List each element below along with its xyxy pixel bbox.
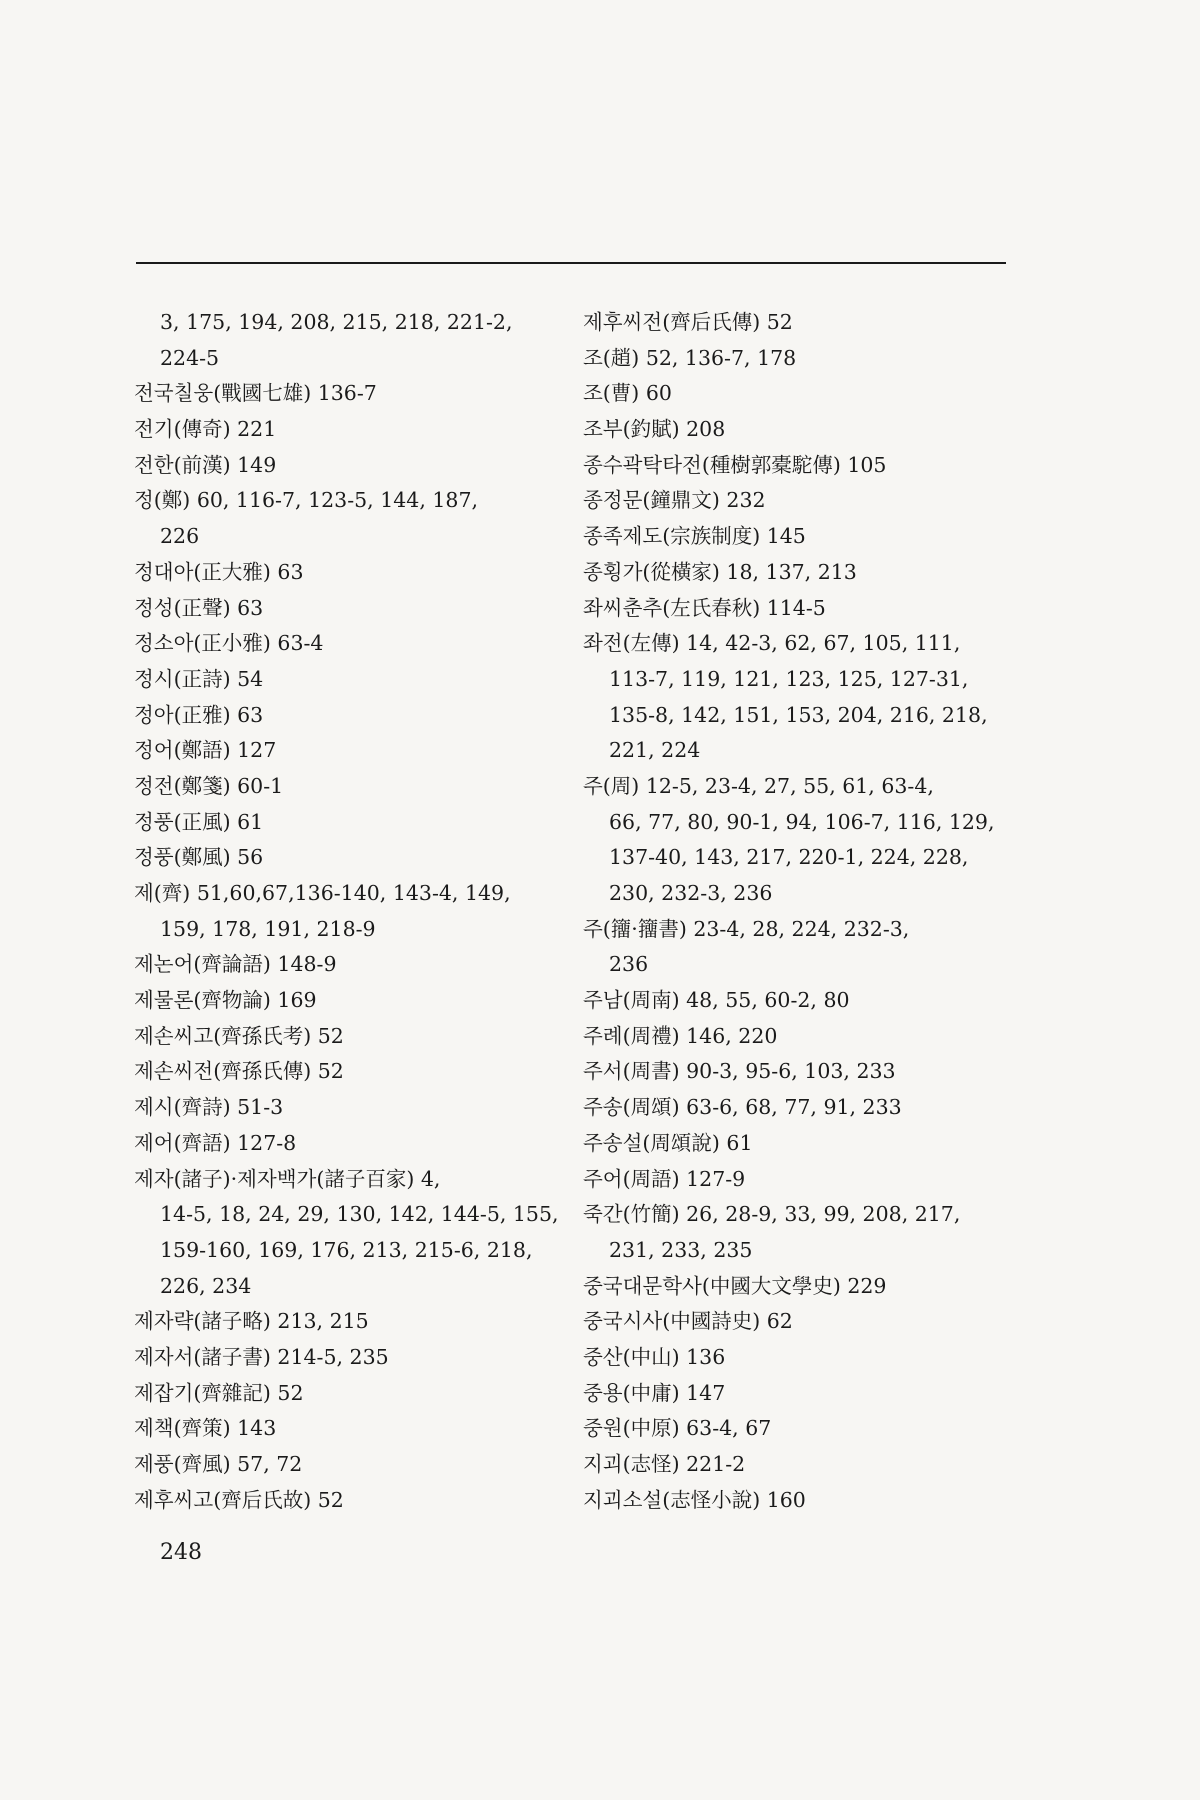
index-entry: 정대아(正大雅) 63 [134,559,304,584]
index-entry: 조(趙) 52, 136-7, 178 [583,345,797,370]
index-entry: 종횡가(從橫家) 18, 137, 213 [583,559,857,584]
index-entry-continuation: 66, 77, 80, 90-1, 94, 106-7, 116, 129, [609,809,995,834]
index-entry: 전한(前漢) 149 [134,452,277,477]
index-entry: 정성(正聲) 63 [134,595,264,620]
index-entry: 지괴소설(志怪小說) 160 [583,1487,806,1512]
index-entry: 조부(釣賦) 208 [583,417,726,442]
index-entry: 정풍(正風) 61 [134,809,264,834]
index-entry: 종정문(鐘鼎文) 232 [583,488,766,513]
index-entry: 제후씨고(齊后氏故) 52 [134,1487,344,1512]
index-entry: 주(籒·籒書) 23-4, 28, 224, 232-3, [583,916,910,941]
index-entry: 주송설(周頌說) 61 [583,1130,753,1155]
index-entry: 제시(齊詩) 51-3 [134,1095,284,1120]
index-entry: 지괴(志怪) 221-2 [583,1452,746,1476]
index-entry: 제책(齊策) 143 [134,1416,277,1441]
index-entry: 제잡기(齊雜記) 52 [134,1380,304,1405]
index-column-right [583,305,1023,1518]
index-entry: 제자략(諸子略) 213, 215 [134,1309,369,1334]
index-entry-continuation: 135-8, 142, 151, 153, 204, 216, 218, [609,702,988,727]
index-column-left [134,305,574,1518]
index-entry: 정(鄭) 60, 116-7, 123-5, 144, 187, [134,488,478,513]
index-entry-continuation: 159-160, 169, 176, 213, 215-6, 218, [160,1237,533,1262]
index-entry: 정소아(正小雅) 63-4 [134,631,324,656]
index-entry: 정어(鄭語) 127 [134,738,277,763]
index-entry: 중국시사(中國詩史) 62 [583,1309,793,1334]
index-entry: 좌씨춘추(左氏春秋) 114-5 [583,595,826,620]
index-entry: 중원(中原) 63-4, 67 [583,1416,772,1441]
index-entry: 제손씨전(齊孫氏傳) 52 [134,1059,344,1084]
index-entry: 주남(周南) 48, 55, 60-2, 80 [583,988,850,1013]
index-entry: 제논어(齊論語) 148-9 [134,952,337,977]
index-entry-continuation: 236 [609,952,649,977]
index-entry: 주(周) 12-5, 23-4, 27, 55, 61, 63-4, [583,773,934,798]
index-entry-continuation: 230, 232-3, 236 [609,881,773,905]
index-entry: 제자(諸子)·제자백가(諸子百家) 4, [134,1166,441,1191]
index-entry-continuation: 226, 234 [160,1273,252,1298]
index-entry: 제어(齊語) 127-8 [134,1130,297,1155]
index-entry: 중산(中山) 136 [583,1344,726,1369]
index-entry: 종수곽탁타전(種樹郭橐駝傳) 105 [583,452,887,477]
index-entry-continuation: 221, 224 [609,738,701,763]
index-entry: 제풍(齊風) 57, 72 [134,1452,303,1476]
index-entry: 전국칠웅(戰國七雄) 136-7 [134,381,377,406]
index-entry: 제후씨전(齊后氏傳) 52 [583,310,793,334]
index-entry-continuation: 226 [160,524,200,549]
index-entry: 중용(中庸) 147 [583,1380,726,1405]
index-entry: 조(曹) 60 [583,381,672,406]
index-entry: 중국대문학사(中國大文學史) 229 [583,1273,887,1298]
index-entry: 정아(正雅) 63 [134,702,264,727]
index-entry-continuation: 113-7, 119, 121, 123, 125, 127-31, [609,666,969,691]
index-entry-continuation: 224-5 [160,345,220,370]
header-rule [136,262,1006,264]
index-entry-continuation: 14-5, 18, 24, 29, 130, 142, 144-5, 155, [160,1202,559,1227]
index-entry-continuation: 137-40, 143, 217, 220-1, 224, 228, [609,845,969,870]
index-entry: 주어(周語) 127-9 [583,1166,746,1191]
index-entry-continuation: 231, 233, 235 [609,1237,753,1262]
index-entry: 주례(周禮) 146, 220 [583,1023,778,1048]
index-entry: 좌전(左傳) 14, 42-3, 62, 67, 105, 111, [583,631,961,656]
index-entry: 제손씨고(齊孫氏考) 52 [134,1023,344,1048]
page-number: 248 [160,1540,202,1565]
index-entry: 제물론(齊物論) 169 [134,988,317,1013]
index-entry: 종족제도(宗族制度) 145 [583,524,806,549]
index-entry: 전기(傳奇) 221 [134,417,277,442]
index-entry: 죽간(竹簡) 26, 28-9, 33, 99, 208, 217, [583,1202,961,1227]
index-entry-continuation: 3, 175, 194, 208, 215, 218, 221-2, [160,310,513,334]
index-entry: 주서(周書) 90-3, 95-6, 103, 233 [583,1059,896,1084]
index-entry: 주송(周頌) 63-6, 68, 77, 91, 233 [583,1095,902,1120]
index-entry: 정풍(鄭風) 56 [134,845,264,870]
index-entry-continuation: 159, 178, 191, 218-9 [160,916,376,941]
index-entry: 제(齊) 51,60,67,136-140, 143-4, 149, [134,881,511,905]
index-entry: 정전(鄭箋) 60-1 [134,773,284,798]
index-entry: 정시(正詩) 54 [134,666,264,691]
index-entry: 제자서(諸子書) 214-5, 235 [134,1344,389,1369]
